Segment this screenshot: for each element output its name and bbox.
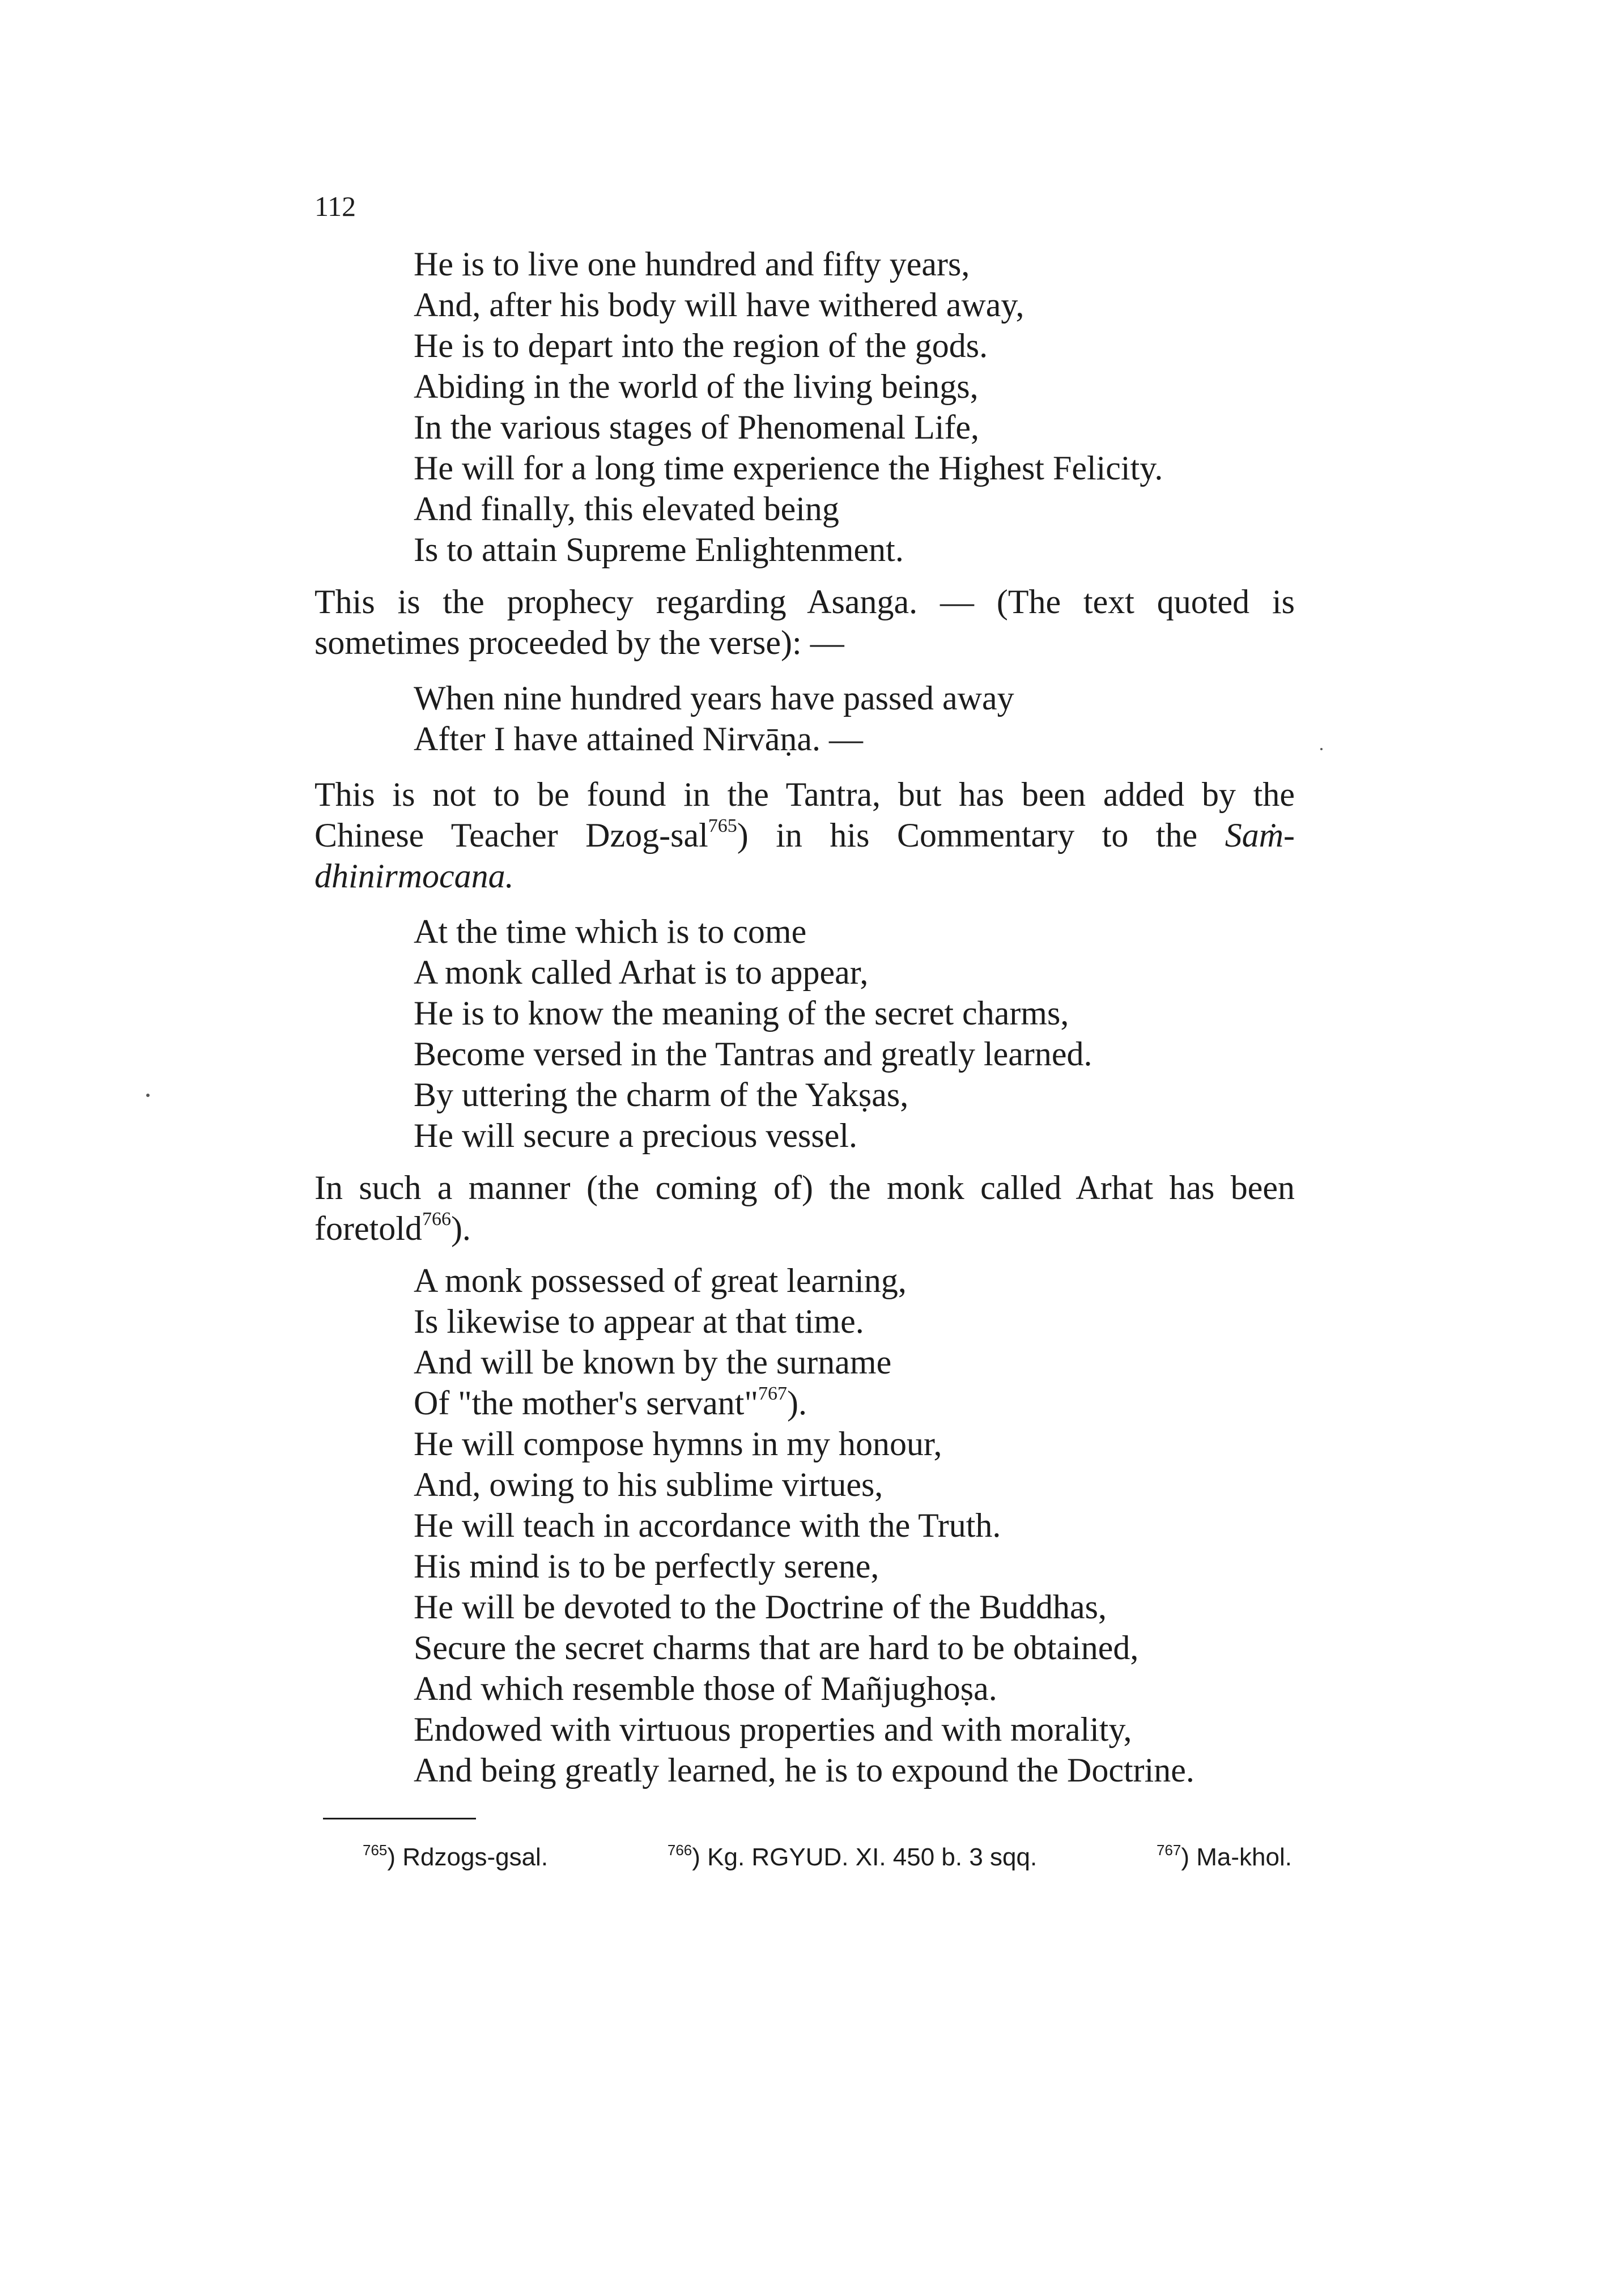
footnote-ref-767: 767 [758, 1383, 787, 1404]
footnote-text: ) Kg. RGYUD. XI. 450 b. 3 sqq. [692, 1843, 1038, 1871]
footnote-766 [668, 1842, 1037, 1873]
verse-line: He is to live one hundred and fifty years, [414, 245, 970, 283]
verse-line: And, owing to his sublime virtues, [414, 1466, 883, 1503]
footnotes [363, 1842, 1292, 1873]
prose-paragraph-1 [314, 581, 1295, 663]
footnote-text: ) Rdzogs-gsal. [387, 1843, 549, 1871]
verse-line: He will teach in accordance with the Truth. [414, 1507, 1001, 1544]
verse-line: He will compose hymns in my honour, [414, 1425, 942, 1462]
prose-paragraph-2 [314, 774, 1295, 896]
verse-line: In the various stages of Phenomenal Life, [414, 409, 980, 446]
footnote-divider [323, 1818, 476, 1819]
footnote-ref-765: 765 [708, 815, 737, 836]
verse-line: And which resemble those of Mañjughoṣa. [414, 1670, 997, 1707]
verse-line [414, 1383, 807, 1423]
prose-text: ). [450, 1210, 471, 1247]
verse-line: Is to attain Supreme Enlightenment. [414, 531, 904, 568]
prose-line [314, 1208, 1295, 1249]
verse-line: By uttering the charm of the Yakṣas, [414, 1076, 909, 1113]
verse-line: And, after his body will have withered away, [414, 286, 1024, 324]
footnote-767 [1157, 1842, 1292, 1873]
page-number: 112 [314, 190, 356, 222]
verse-line: And being greatly learned, he is to expound the Doctrine. [414, 1751, 1194, 1789]
prose-text: Chinese Teacher Dzog-sal [314, 817, 708, 854]
verse-line: When nine hundred years have passed away [414, 679, 1014, 717]
verse-line: Become versed in the Tantras and greatly learned. [414, 1035, 1092, 1073]
footnote-text: ) Ma-khol. [1181, 1843, 1292, 1871]
title-italic: dhinirmocana. [314, 857, 514, 895]
verse-line: He will be devoted to the Doctrine of the Buddhas, [414, 1588, 1107, 1626]
verse-line: And finally, this elevated being [414, 490, 839, 528]
prose-line: sometimes proceeded by the verse): — [314, 624, 844, 661]
verse-line: Is likewise to appear at that time. [414, 1303, 864, 1340]
verse-line: Endowed with virtuous properties and with morality, [414, 1711, 1132, 1748]
footnote-765 [363, 1842, 548, 1873]
verse-line: He will secure a precious vessel. [414, 1117, 858, 1154]
prose-line: This is the prophecy regarding Asanga. — (The text quoted is [314, 583, 1295, 620]
verse-line: He is to depart into the region of the gods. [414, 327, 988, 364]
scan-speck [1320, 748, 1323, 750]
verse-line: He is to know the meaning of the secret charms, [414, 994, 1069, 1032]
footnote-number: 765 [363, 1842, 388, 1859]
footnote-ref-766: 766 [422, 1209, 451, 1230]
verse-line: Abiding in the world of the living beings, [414, 368, 979, 405]
footnote-number: 766 [667, 1842, 692, 1859]
prose-text: foretold [314, 1210, 422, 1247]
scan-speck [146, 1094, 150, 1097]
verse-line: He will for a long time experience the Highest Felicity. [414, 449, 1163, 487]
verse-line: Secure the secret charms that are hard to be obtained, [414, 1629, 1139, 1666]
prose-text: ) in his Commentary to the [737, 817, 1225, 854]
footnote-number: 767 [1157, 1842, 1181, 1859]
verse-line: At the time which is to come [414, 913, 807, 950]
prose-line: In such a manner (the coming of) the monk called Arhat has been [314, 1169, 1295, 1206]
prose-line [314, 815, 1295, 856]
verse-line: After I have attained Nirvāṇa. — [414, 720, 863, 758]
verse-line: A monk called Arhat is to appear, [414, 954, 869, 991]
title-italic: Saṁ- [1225, 817, 1295, 854]
prose-line: This is not to be found in the Tantra, but has been added by the [314, 776, 1295, 813]
verse-text: Of "the mother's servant" [414, 1384, 758, 1422]
verse-line: And will be known by the surname [414, 1343, 892, 1381]
verse-text: ). [787, 1384, 807, 1422]
verse-line: A monk possessed of great learning, [414, 1262, 907, 1299]
verse-line: His mind is to be perfectly serene, [414, 1547, 879, 1585]
prose-paragraph-3 [314, 1167, 1295, 1249]
